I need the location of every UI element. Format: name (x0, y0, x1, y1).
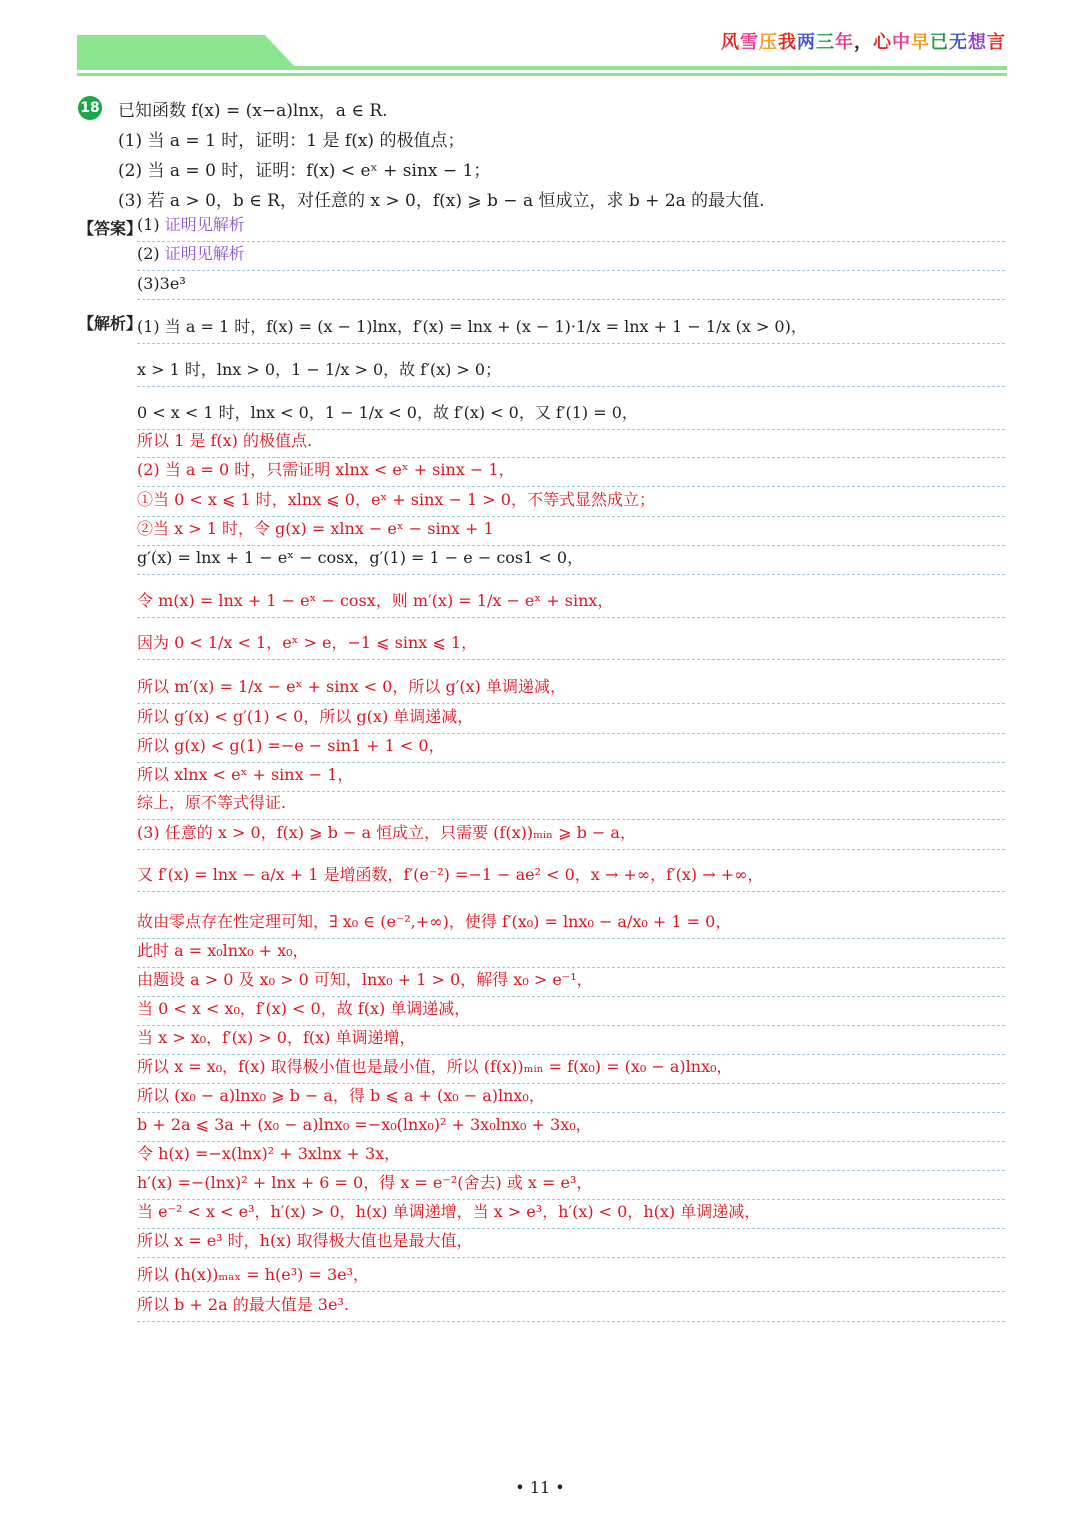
solution-line-text: (3) 任意的 x > 0，f(x) ⩾ b − a 恒成立，只需要 (f(x))ₘᵢₙ ⩾ b − a， (137, 823, 636, 842)
slogan-char: 想 (968, 32, 987, 53)
answer-line: (2) 证明见解析 (137, 241, 1005, 271)
solution-line (137, 1112, 1005, 1142)
problem-part-3: (3) 若 a > 0，b ∈ R，对任意的 x > 0，f(x) ⩾ b − a 恒成立，求 b + 2a 的最大值. (118, 191, 765, 211)
solution-line (137, 1141, 1005, 1171)
solution-line-text: 此时 a = x₀lnx₀ + x₀， (137, 941, 309, 960)
solution-line-text: 当 e⁻² < x < e³，h′(x) > 0，h(x) 单调递增，当 x > e³，h′(x) < 0，h(x) 单调递减， (137, 1202, 761, 1221)
solution-line-text: 因为 0 < 1/x < 1，eˣ > e，−1 ⩽ sinx ⩽ 1， (137, 633, 478, 652)
solution-line-text: 所以 m′(x) = 1/x − eˣ + sinx < 0，所以 g′(x) 单调递减， (137, 677, 566, 696)
solution-line-text: 所以 (x₀ − a)lnx₀ ⩾ b − a，得 b ⩽ a + (x₀ − a)lnx₀， (137, 1086, 545, 1105)
solution-line (137, 429, 1005, 458)
solution-line (137, 617, 1005, 660)
header-line (77, 73, 1007, 76)
solution-line-text: 所以 b + 2a 的最大值是 3e³. (137, 1295, 349, 1314)
solution-line (137, 516, 1005, 546)
slogan-char: 言 (987, 32, 1006, 53)
solution-line (137, 762, 1005, 792)
solution-line-text: 又 f′(x) = lnx − a/x + 1 是增函数，f′(e⁻²) =−1 − ae² < 0，x → +∞，f′(x) → +∞， (137, 865, 764, 884)
slogan-char: 无 (949, 32, 968, 53)
solution-line-text: 所以 g(x) < g(1) =−e − sin1 + 1 < 0， (137, 736, 445, 755)
solution-line (137, 791, 1005, 820)
header-slogan (721, 28, 1006, 54)
solution-line-text: 0 < x < 1 时，lnx < 0，1 − 1/x < 0，故 f′(x) < 0，又 f′(1) = 0， (137, 403, 638, 422)
slogan-char: 早 (911, 32, 930, 53)
solution-line-text: 所以 x = x₀，f(x) 取得极小值也是最小值，所以 (f(x))ₘᵢₙ = f(x₀) = (x₀ − a)lnx₀， (137, 1057, 733, 1076)
slogan-char: 年 (835, 32, 854, 53)
problem-stem: 已知函数 f(x) = (x−a)lnx，a ∈ R. (118, 101, 388, 121)
solution-line (137, 733, 1005, 763)
solution-line-text: x > 1 时，lnx > 0，1 − 1/x > 0，故 f′(x) > 0； (137, 360, 502, 379)
solution-line-text: (1) 当 a = 1 时，f(x) = (x − 1)lnx，f′(x) = lnx + (x − 1)·1/x = lnx + 1 − 1/x (x > 0)， (137, 317, 807, 336)
slogan-char: 心 (873, 32, 892, 53)
question-number-badge: 18 (78, 96, 102, 120)
solution-line-text: ①当 0 < x ⩽ 1 时，xlnx ⩽ 0，eˣ + sinx − 1 > 0，不等式显然成立； (137, 490, 655, 509)
solution-line (137, 996, 1005, 1026)
solution-line (137, 545, 1005, 575)
solution-line-text: (2) 当 a = 0 时，只需证明 xlnx < eˣ + sinx − 1， (137, 460, 515, 479)
solution-line (137, 703, 1005, 734)
problem-part-2: (2) 当 a = 0 时，证明：f(x) < eˣ + sinx − 1； (118, 161, 491, 181)
slogan-char: 三 (816, 32, 835, 53)
solution-line-text: 所以 x = e³ 时，h(x) 取得极大值也是最大值， (137, 1231, 473, 1250)
solution-line-text: b + 2a ⩽ 3a + (x₀ − a)lnx₀ =−x₀(lnx₀)² + 3x₀lnx₀ + 3x₀， (137, 1115, 592, 1134)
answer-line: (1) 证明见解析 (137, 210, 1005, 242)
answer-label: 【答案】 (78, 219, 143, 238)
solution-line-text: 所以 1 是 f(x) 的极值点. (137, 431, 313, 450)
slogan-char: 压 (759, 32, 778, 53)
solution-line (137, 486, 1005, 517)
solution-line (137, 1228, 1005, 1258)
solution-line-text: 综上，原不等式得证. (137, 793, 287, 812)
solution-line-text: 所以 g′(x) < g′(1) < 0，所以 g(x) 单调递减， (137, 707, 474, 726)
solution-line-text: 令 h(x) =−x(lnx)² + 3xlnx + 3x， (137, 1144, 401, 1163)
slogan-char: ， (854, 32, 873, 53)
solution-line (137, 1054, 1005, 1084)
problem-part-1: (1) 当 a = 1 时，证明：1 是 f(x) 的极值点； (118, 131, 465, 151)
solution-line (137, 659, 1005, 704)
solution-line (137, 386, 1005, 430)
solution-line (137, 1025, 1005, 1055)
solution-line (137, 891, 1005, 939)
solution-line (137, 1170, 1005, 1200)
slogan-char: 已 (930, 32, 949, 53)
solution-line (137, 938, 1005, 968)
solution-line (137, 1199, 1005, 1229)
solution-line-text: 故由零点存在性定理可知，∃ x₀ ∈ (e⁻²,+∞)，使得 f′(x₀) = lnx₀ − a/x₀ + 1 = 0， (137, 912, 732, 931)
answer-line: (3)3e³ (137, 270, 1005, 300)
solution-line (137, 1083, 1005, 1113)
solution-line-text: 当 0 < x < x₀，f′(x) < 0，故 f(x) 单调递减， (137, 999, 471, 1018)
solution-line-text: h′(x) =−(lnx)² + lnx + 6 = 0，得 x = e⁻²(舍去) 或 x = e³， (137, 1173, 593, 1192)
slogan-char: 雪 (740, 32, 759, 53)
solution-line (137, 1257, 1005, 1292)
solution-line-text: 当 x > x₀，f′(x) > 0，f(x) 单调递增， (137, 1028, 416, 1047)
slogan-char: 中 (892, 32, 911, 53)
slogan-char: 两 (797, 32, 816, 53)
solution-line-text: 所以 xlnx < eˣ + sinx − 1， (137, 765, 354, 784)
page-number: • 11 • (515, 1478, 565, 1497)
solution-line (137, 300, 1005, 344)
solution-line-text: 所以 (h(x))ₘₐₓ = h(e³) = 3e³， (137, 1265, 370, 1284)
header-line (77, 66, 1007, 70)
solution-line-text: 由题设 a > 0 及 x₀ > 0 可知，lnx₀ + 1 > 0，解得 x₀ > e⁻¹， (137, 970, 593, 989)
solution-line (137, 457, 1005, 487)
solution-line-text: ②当 x > 1 时，令 g(x) = xlnx − eˣ − sinx + 1 (137, 519, 494, 538)
solution-line (137, 343, 1005, 387)
solution-line (137, 967, 1005, 997)
slogan-char: 我 (778, 32, 797, 53)
solution-line (137, 574, 1005, 618)
solution-line (137, 1291, 1005, 1322)
solution-line (137, 849, 1005, 892)
solution-line-text: 令 m(x) = lnx + 1 − eˣ − cosx，则 m′(x) = 1/x − eˣ + sinx， (137, 591, 614, 610)
solution-line (137, 819, 1005, 850)
slogan-char: 风 (721, 32, 740, 53)
solution-line-text: g′(x) = lnx + 1 − eˣ − cosx，g′(1) = 1 − e − cos1 < 0， (137, 548, 584, 567)
solution-label: 【解析】 (78, 314, 143, 333)
